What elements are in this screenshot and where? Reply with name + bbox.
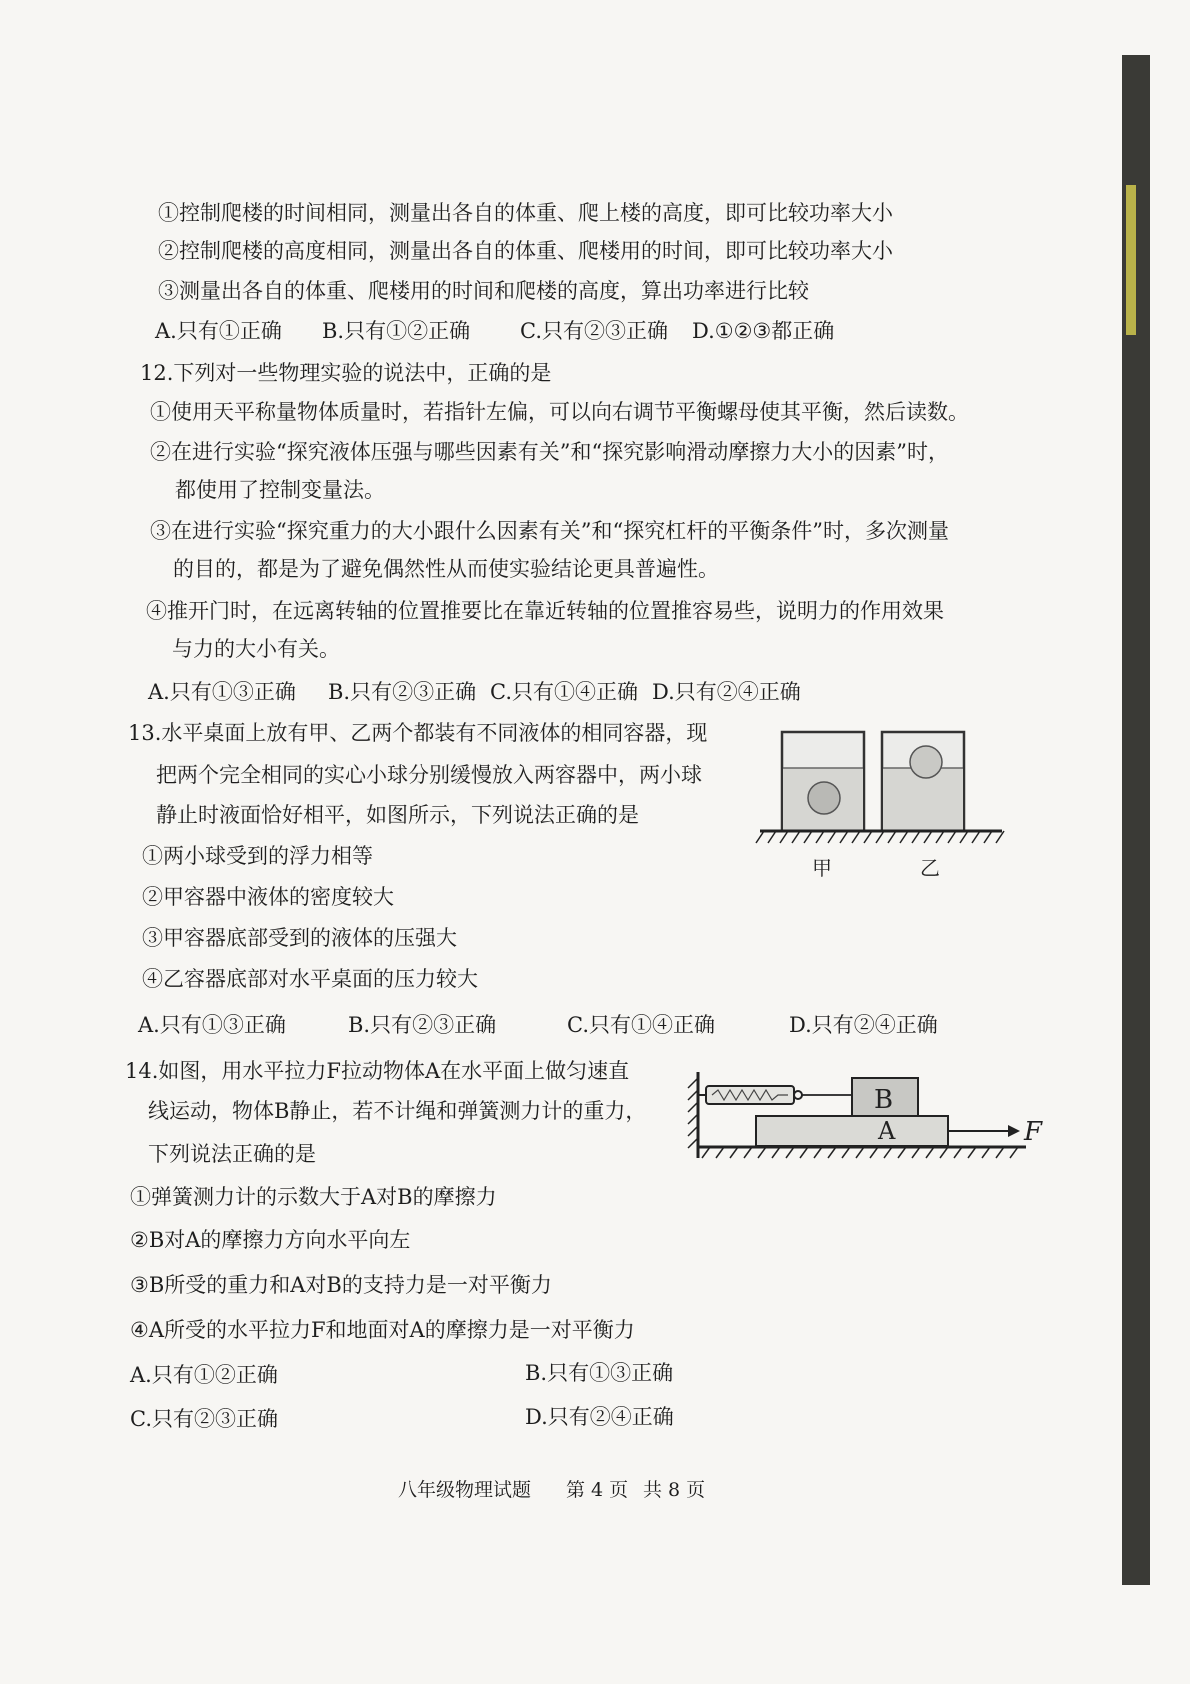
q11-item-2: ②控制爬楼的高度相同，测量出各自的体重、爬楼用的时间，即可比较功率大小 — [158, 239, 893, 263]
q11-item-3: ③测量出各自的体重、爬楼用的时间和爬楼的高度，算出功率进行比较 — [158, 279, 809, 303]
label-jia: 甲 — [812, 856, 832, 880]
q11-item-1: ①控制爬楼的时间相同，测量出各自的体重、爬上楼的高度，即可比较功率大小 — [158, 201, 893, 225]
q12-option-c: C.只有①④正确 — [490, 680, 638, 704]
q12-item-4-cont: 与力的大小有关。 — [172, 637, 340, 661]
q14-figure — [686, 1068, 1056, 1168]
q12-item-2-cont: 都使用了控制变量法。 — [175, 478, 385, 502]
force-arrowhead — [1008, 1125, 1020, 1137]
q13-item-2: ②甲容器中液体的密度较大 — [142, 885, 394, 909]
q12-option-d: D.只有②④正确 — [652, 680, 801, 704]
q12-item-2: ②在进行实验“探究液体压强与哪些因素有关”和“探究影响滑动摩擦力大小的因素”时， — [150, 440, 949, 464]
ground-hatching — [702, 1147, 1018, 1158]
q13-item-3: ③甲容器底部受到的液体的压强大 — [142, 926, 457, 950]
q13-option-c: C.只有①④正确 — [567, 1013, 715, 1037]
spring-scale — [698, 1086, 802, 1104]
q12-stem: 12.下列对一些物理实验的说法中，正确的是 — [140, 361, 552, 385]
q14-option-d: D.只有②④正确 — [525, 1405, 674, 1429]
q13-item-1: ①两小球受到的浮力相等 — [142, 844, 373, 868]
q12-item-1: ①使用天平称量物体质量时，若指针左偏，可以向右调节平衡螺母使其平衡，然后读数。 — [150, 400, 969, 424]
block-a-label: A — [878, 1117, 896, 1145]
q12-item-4: ④推开门时，在远离转轴的位置推要比在靠近转轴的位置推容易些，说明力的作用效果 — [146, 599, 944, 623]
q12-option-a: A.只有①③正确 — [148, 680, 296, 704]
q13-option-b: B.只有②③正确 — [348, 1013, 497, 1037]
footer-page: 第 4 页 — [566, 1479, 629, 1501]
force-label: F — [1024, 1117, 1043, 1147]
block-b-label: B — [874, 1085, 894, 1115]
block-a — [756, 1116, 948, 1146]
ball-yi — [910, 746, 942, 778]
q13-option-d: D.只有②④正确 — [789, 1013, 938, 1037]
q14-item-2: ②B对A的摩擦力方向水平向左 — [130, 1228, 411, 1252]
q14-option-c: C.只有②③正确 — [130, 1407, 278, 1431]
label-yi: 乙 — [920, 856, 940, 880]
q12-item-3: ③在进行实验“探究重力的大小跟什么因素有关”和“探究杠杆的平衡条件”时，多次测量 — [150, 519, 949, 543]
q14-option-b: B.只有①③正确 — [525, 1361, 674, 1385]
q14-item-3: ③B所受的重力和A对B的支持力是一对平衡力 — [130, 1273, 552, 1297]
container-yi — [882, 732, 964, 830]
q14-stem-3: 下列说法正确的是 — [148, 1142, 316, 1166]
footer-total: 共 8 页 — [643, 1479, 706, 1501]
q14-option-a: A.只有①②正确 — [130, 1363, 278, 1387]
scan-edge-highlight — [1126, 185, 1136, 335]
q14-item-1: ①弹簧测力计的示数大于A对B的摩擦力 — [130, 1185, 497, 1209]
q11-option-b: B.只有①②正确 — [322, 319, 471, 343]
q13-item-4: ④乙容器底部对水平桌面的压力较大 — [142, 967, 478, 991]
q13-stem-3: 静止时液面恰好相平，如图所示，下列说法正确的是 — [156, 803, 639, 827]
q13-stem-2: 把两个完全相同的实心小球分别缓慢放入两容器中，两小球 — [156, 763, 702, 787]
q14-stem-2: 线运动，物体B静止，若不计绳和弹簧测力计的重力， — [148, 1099, 647, 1123]
q11-option-d: D.①②③都正确 — [692, 319, 835, 343]
ball-jia — [808, 782, 840, 814]
table-hatching — [756, 831, 1004, 843]
q12-option-b: B.只有②③正确 — [328, 680, 477, 704]
container-jia — [782, 732, 864, 830]
q12-item-3-cont: 的目的，都是为了避免偶然性从而使实验结论更具普遍性。 — [173, 557, 719, 581]
footer-subject: 八年级物理试题 — [398, 1479, 532, 1501]
q13-stem-1: 13.水平桌面上放有甲、乙两个都装有不同液体的相同容器，现 — [128, 721, 708, 745]
q11-option-a: A.只有①正确 — [155, 319, 282, 343]
q11-option-c: C.只有②③正确 — [520, 319, 668, 343]
q14-stem-1: 14.如图，用水平拉力F拉动物体A在水平面上做匀速直 — [125, 1059, 630, 1083]
q13-figure — [750, 720, 1010, 890]
q13-option-a: A.只有①③正确 — [138, 1013, 286, 1037]
scan-edge-strip — [1122, 55, 1150, 1585]
q14-item-4: ④A所受的水平拉力F和地面对A的摩擦力是一对平衡力 — [130, 1318, 635, 1342]
